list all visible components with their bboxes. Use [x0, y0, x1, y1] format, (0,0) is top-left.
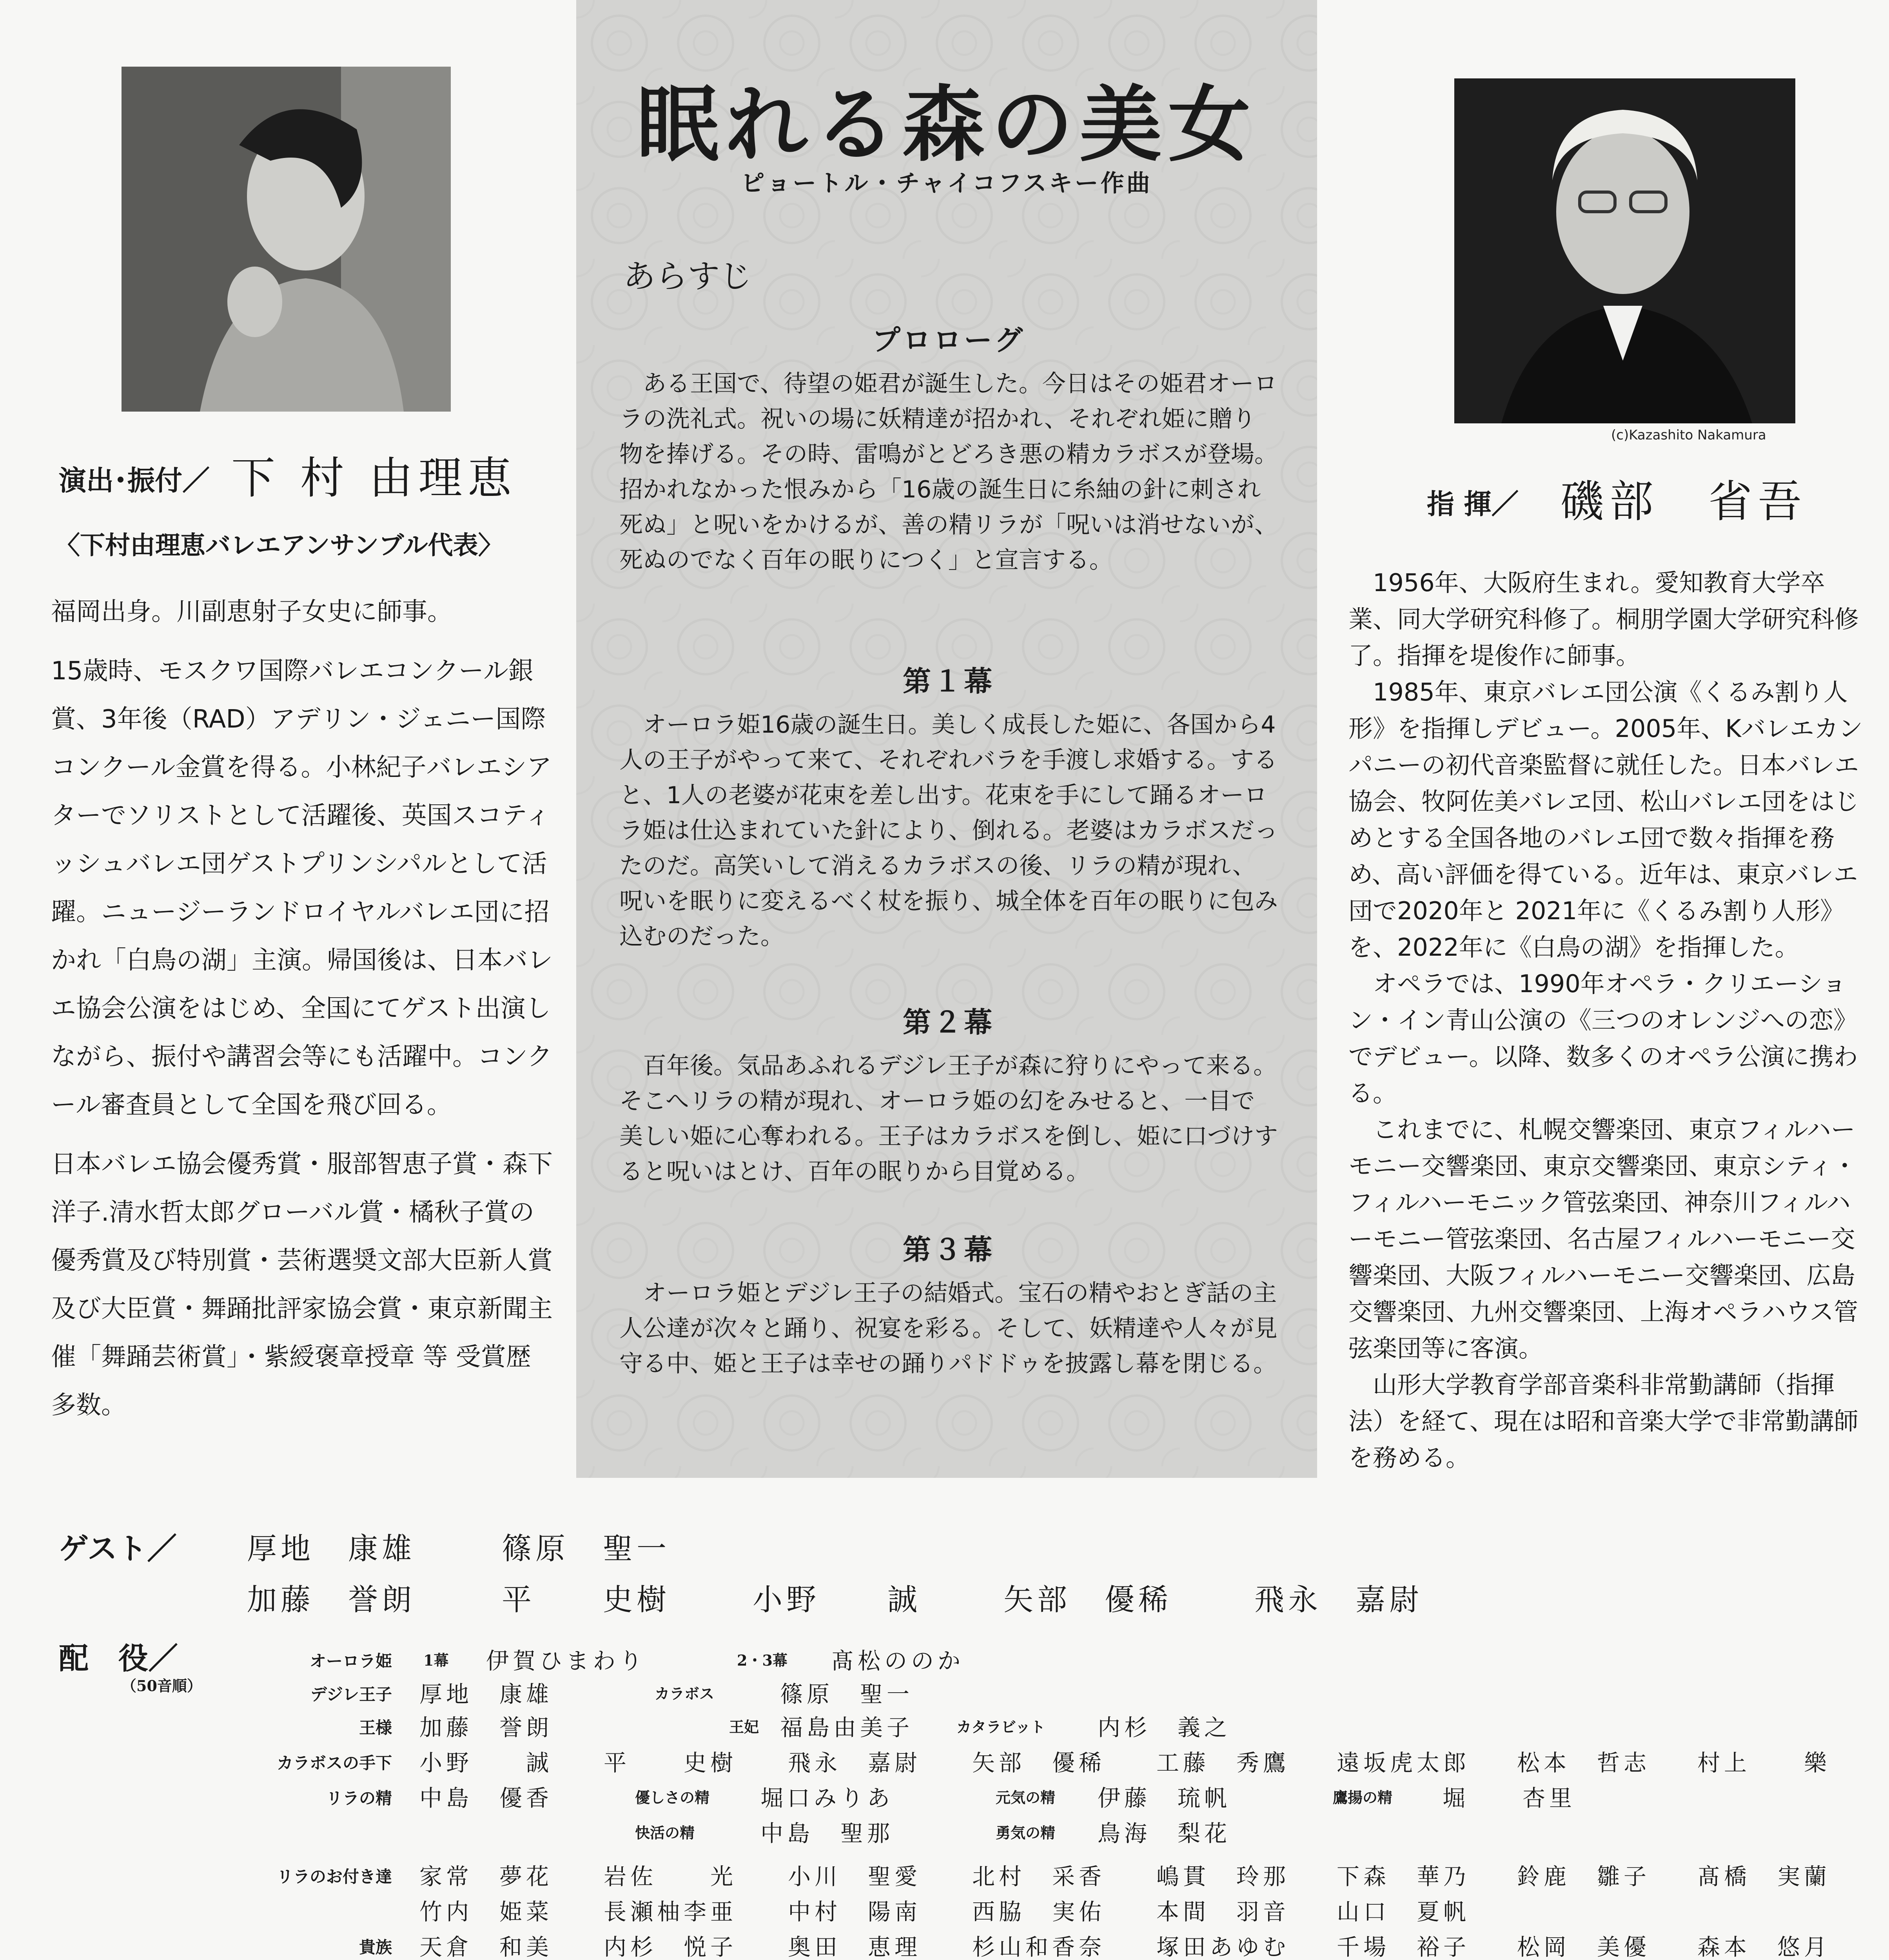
cast-name: 平 史樹	[604, 1749, 737, 1776]
choreographer-bio	[51, 588, 553, 1441]
dancer-portrait-photo	[122, 67, 451, 412]
cast-label: 配 役／	[59, 1641, 178, 1676]
role-queen: 王妃	[729, 1718, 759, 1736]
cast-name: 中島 聖那	[760, 1820, 894, 1847]
act-label: 1幕	[423, 1651, 449, 1669]
cast-name: 千場 裕子	[1337, 1934, 1470, 1960]
guest-name: 篠原 聖一	[502, 1531, 670, 1566]
section-heading: プロローグ	[872, 324, 1025, 357]
cast-name: 長瀬柚李亜	[604, 1898, 737, 1925]
cast-name: 鈴鹿 雛子	[1517, 1863, 1651, 1890]
guest-name: 小野 誠	[753, 1582, 921, 1617]
cast-name: 岩佐 光	[604, 1863, 737, 1890]
cast-name: 髙松ののか	[831, 1648, 965, 1674]
cast-name: 内杉 義之	[1098, 1714, 1231, 1741]
synopsis-panel	[576, 0, 1317, 1478]
cast-name: 小川 聖愛	[788, 1863, 922, 1890]
cast-name: 竹内 姫菜	[419, 1898, 553, 1925]
bio-paragraph: 1985年、東京バレエ団公演《くるみ割り人形》を指揮しデビュー。2005年、Kバレエカンパニーの初代音楽監督に就任した。日本バレエ協会、牧阿佐美バレヱ団、松山バレエ団をはじめとする全国各地のバレエ団で数々指揮を務め、高い評価を得ている。近年は、東京バレエ団で2020年と 2021年に《くるみ割り人形》を、2022年に《白鳥の湖》を指揮した。	[1348, 678, 1863, 962]
act-label: 2・3幕	[737, 1651, 788, 1669]
cast-name: 小野 誠	[419, 1749, 553, 1776]
choreographer-affiliation: 〈下村由理恵バレエアンサンブル代表〉	[55, 531, 503, 560]
role-carabosse-minions: カラボスの手下	[276, 1753, 392, 1773]
cast-name: 伊藤 琉帆	[1098, 1785, 1231, 1811]
conductor-bio	[1348, 564, 1870, 1476]
guest-name: 平 史樹	[502, 1582, 670, 1617]
cast-name: 北村 采香	[972, 1863, 1106, 1890]
synopsis-label: あらすじ	[623, 258, 752, 295]
role-lilac-attendants: リラのお付き達	[276, 1867, 392, 1886]
conductor-portrait-photo	[1454, 78, 1795, 423]
cast-name: 森本 悠月	[1697, 1934, 1831, 1960]
cast-name: 堀口みりあ	[760, 1785, 894, 1811]
section-heading: 第２幕	[902, 1006, 994, 1039]
role-king: 王様	[359, 1718, 392, 1737]
guest-label: ゲスト／	[59, 1531, 177, 1566]
cast-name: 矢部 優稀	[972, 1749, 1106, 1776]
section-text: ある王国で、待望の姫君が誕生した。今日はその姫君オーロラの洗礼式。祝いの場に妖精達が招かれ、それぞれ姫に贈り物を捧げる。その時、雷鳴がとどろき悪の精カラボスが登場。招かれなかった恨みから「16歳の誕生日に糸紬の針に刺され死ぬ」と呪いをかけるが、善の精リラが「呪いは消せないが、死ぬのでなく百年の眠りにつく」と宣言する。	[619, 370, 1278, 574]
bio-paragraph: 15歳時、モスクワ国際バレエコンクール銀賞、3年後（RAD）アデリン・ジェニー国際コンクール金賞を得る。小林紀子バレエシアターでソリストとして活躍後、英国スコティッシュバレエ団ゲストプリンシパルとして活躍。ニュージーランドロイヤルバレエ団に招かれ「白鳥の湖」主演。帰国後は、日本バレエ協会公演をはじめ、全国にてゲスト出演しながら、振付や講習会等にも活躍中。コンクール審査員として全国を飛び回る。	[51, 657, 553, 1120]
cast-name: 山口 夏帆	[1337, 1898, 1470, 1925]
cast-name: 加藤 誉朗	[419, 1714, 553, 1741]
bio-paragraph: オペラでは、1990年オペラ・クリエーション・イン青山公演の《三つのオレンジへの恋》でデビュー。以降、数多くのオペラ公演に携わる。	[1348, 969, 1858, 1107]
cast-name: 鳥海 梨花	[1098, 1820, 1231, 1847]
cast-name: 本間 羽音	[1156, 1898, 1290, 1925]
section-text: オーロラ姫16歳の誕生日。美しく成長した姫に、各国から4人の王子がやって来て、それぞれバラを手渡し求婚する。すると、1人の老婆が花束を差し出す。花束を手にして踊るオーロラ姫は仕込まれていた針により、倒れる。老婆はカラボスだったのだ。高笑いして消えるカラボスの後、リラの精が現れ、呪いを眠りに変えるべく杖を振り、城全体を百年の眠りに包み込むのだった。	[619, 711, 1278, 950]
role-fairy: 元気の精	[996, 1789, 1056, 1806]
cast-name: 遠坂虎太郎	[1337, 1749, 1470, 1776]
performance-title: 眠れる森の美女	[636, 76, 1257, 173]
role-fairy: 鷹揚の精	[1333, 1789, 1393, 1806]
cast-name: 福島由美子	[780, 1714, 914, 1741]
cast-name: 篠原 聖一	[780, 1681, 914, 1708]
composer-credit: ピョートル・チャイコフスキー作曲	[741, 170, 1152, 197]
bio-paragraph: これまでに、札幌交響楽団、東京フィルハーモニー交響楽団、東京交響楽団、東京シティ・フィルハーモニック管弦楽団、神奈川フィルハーモニー管弦楽団、名古屋フィルハーモニー交響楽団、大阪フィルハーモニー交響楽団、広島交響楽団、九州交響楽団、上海オペラハウス管弦楽団等に客演。	[1348, 1115, 1858, 1363]
section-text: 百年後。気品あふれるデジレ王子が森に狩りにやって来る。そこへリラの精が現れ、オーロラ姫の幻をみせると、一目で美しい姫に心奪われる。王子はカラボスを倒し、姫に口づけすると呪いはとけ、百年の眠りから目覚める。	[619, 1052, 1278, 1185]
cast-name: 中島 優香	[419, 1785, 553, 1811]
role-catalabutte: カタラビット	[956, 1718, 1045, 1736]
act2-section	[619, 1000, 1278, 1189]
cast-name: 中村 陽南	[788, 1898, 922, 1925]
section-text: オーロラ姫とデジレ王子の結婚式。宝石の精やおとぎ話の主人公達が次々と踊り、祝宴を彩る。そして、妖精達や人々が見守る中、姫と王子は幸せの踊りパドドゥを披露し幕を閉じる。	[619, 1279, 1277, 1377]
cast-name: 工藤 秀鷹	[1156, 1749, 1290, 1776]
guest-name: 矢部 優稀	[1003, 1582, 1172, 1617]
cast-name: 天倉 和美	[419, 1934, 553, 1960]
section-heading: 第１幕	[902, 665, 994, 698]
cast-name: 嶋貫 玲那	[1156, 1863, 1290, 1890]
role-carabosse: カラボス	[655, 1685, 715, 1702]
cast-order-note: （50音順）	[122, 1677, 202, 1695]
cast-name: 家常 夢花	[419, 1863, 553, 1890]
cast-name: 髙橋 実蘭	[1697, 1863, 1831, 1890]
role-aurora: オーロラ姫	[309, 1651, 392, 1671]
role-fairy: 快活の精	[635, 1824, 695, 1842]
cast-name: 下森 華乃	[1337, 1863, 1470, 1890]
photo-credit: (c)Kazashito Nakamura	[1611, 427, 1766, 443]
cast-name: 杉山和香奈	[972, 1934, 1106, 1960]
cast-name: 松本 哲志	[1517, 1749, 1651, 1776]
role-fairy: 勇気の精	[996, 1824, 1056, 1842]
bio-paragraph: 1956年、大阪府生まれ。愛知教育大学卒業、同大学研究科修了。桐朋学園大学研究科修了。指揮を堤俊作に師事。	[1348, 568, 1859, 670]
cast-name: 厚地 康雄	[419, 1681, 553, 1708]
act3-section	[619, 1227, 1278, 1381]
cast-name: 内杉 悦子	[604, 1934, 737, 1960]
choreographer-role-label: 演出･振付／	[59, 465, 210, 497]
guest-name: 飛永 嘉尉	[1254, 1582, 1423, 1617]
choreographer-name: 下 村 由理恵	[231, 453, 517, 504]
cast-name: 伊賀ひまわり	[486, 1648, 646, 1674]
cast-name: 飛永 嘉尉	[788, 1749, 922, 1776]
role-desire: デジレ王子	[310, 1685, 392, 1704]
act1-section	[619, 659, 1278, 954]
role-lilac-fairy: リラの精	[326, 1789, 392, 1808]
section-heading: 第３幕	[902, 1233, 994, 1266]
bio-paragraph: 福岡出身。川副恵射子女史に師事。	[51, 597, 452, 626]
guest-name: 加藤 誉朗	[247, 1582, 416, 1617]
bio-paragraph: 山形大学教育学部音楽科非常勤講師（指揮法）を経て、現在は昭和音楽大学で非常勤講師を務める。	[1348, 1370, 1858, 1472]
cast-name: 西脇 実佑	[972, 1898, 1106, 1925]
cast-name: 松岡 美優	[1517, 1934, 1651, 1960]
role-fairy: 優しさの精	[635, 1789, 710, 1806]
cast-name: 塚田あゆむ	[1156, 1934, 1290, 1960]
conductor-role-label: 指 揮／	[1427, 488, 1519, 520]
guest-name: 厚地 康雄	[247, 1531, 416, 1566]
conductor-name: 磯部 省吾	[1560, 476, 1807, 527]
cast-name: 奥田 恵理	[788, 1934, 922, 1960]
cast-name: 村上 樂	[1697, 1749, 1831, 1776]
bio-paragraph: 日本バレエ協会優秀賞・服部智恵子賞・森下洋子.清水哲太郎グローバル賞・橘秋子賞の優秀賞及び特別賞・芸術選奨文部大臣新人賞及び大臣賞・舞踊批評家協会賞・東京新聞主催「舞踊芸術賞」・紫綬褒章授章 等 受賞歴多数。	[51, 1150, 553, 1420]
prologue-section	[619, 318, 1278, 578]
cast-name: 堀 杏里	[1443, 1785, 1576, 1811]
role-nobles: 貴族	[359, 1938, 392, 1957]
